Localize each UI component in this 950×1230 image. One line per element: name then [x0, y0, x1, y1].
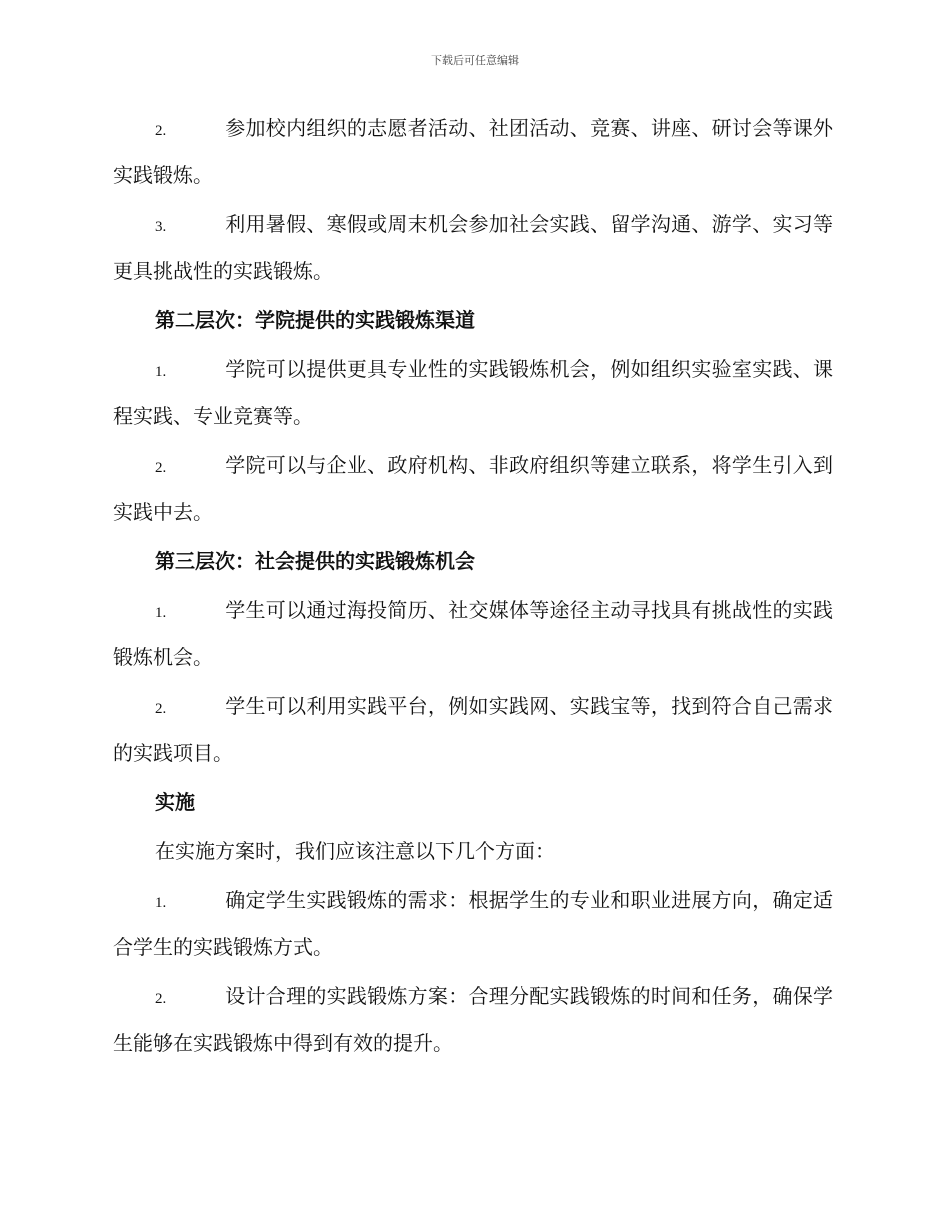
list-item-text: 学院可以提供更具专业性的实践锻炼机会，例如组织实验室实践、课程实践、专业竞赛等。: [113, 357, 833, 428]
list-item: [113, 588, 833, 679]
list-item-number: 1.: [155, 605, 167, 621]
section-heading: 实施: [155, 790, 195, 814]
list-item: [113, 443, 833, 534]
list-item: [113, 106, 833, 197]
list-item-number: 2.: [155, 991, 167, 1007]
list-item-text: 学生可以利用实践平台，例如实践网、实践宝等，找到符合自己需求的实践项目。: [113, 694, 833, 765]
list-item-number: 2.: [155, 701, 167, 717]
list-item-number: 1.: [155, 895, 167, 911]
list-item: [113, 878, 833, 969]
list-item-text: 利用暑假、寒假或周末机会参加社会实践、留学沟通、游学、实习等更具挑战性的实践锻炼。: [113, 212, 833, 283]
page-header: 下载后可任意编辑: [431, 54, 519, 67]
list-item: [113, 684, 833, 775]
list-item-number: 2.: [155, 123, 167, 139]
paragraph: 在实施方案时，我们应该注意以下几个方面：: [155, 839, 555, 863]
list-item-text: 学院可以与企业、政府机构、非政府组织等建立联系，将学生引入到实践中去。: [113, 453, 833, 524]
list-item: [113, 974, 833, 1065]
list-item: [113, 347, 833, 438]
section-heading: 第二层次：学院提供的实践锻炼渠道: [155, 308, 475, 332]
list-item: [113, 202, 833, 293]
list-item-text: 确定学生实践锻炼的需求：根据学生的专业和职业进展方向，确定适合学生的实践锻炼方式。: [113, 888, 833, 959]
list-item-number: 2.: [155, 460, 167, 476]
list-item-number: 1.: [155, 364, 167, 380]
list-item-text: 设计合理的实践锻炼方案：合理分配实践锻炼的时间和任务，确保学生能够在实践锻炼中得到有效的提升。: [113, 984, 833, 1055]
section-heading: 第三层次：社会提供的实践锻炼机会: [155, 549, 475, 573]
list-item-text: 参加校内组织的志愿者活动、社团活动、竞赛、讲座、研讨会等课外实践锻炼。: [113, 116, 833, 187]
document-body: [113, 106, 833, 1070]
list-item-number: 3.: [155, 219, 167, 235]
list-item-text: 学生可以通过海投简历、社交媒体等途径主动寻找具有挑战性的实践锻炼机会。: [113, 598, 833, 669]
